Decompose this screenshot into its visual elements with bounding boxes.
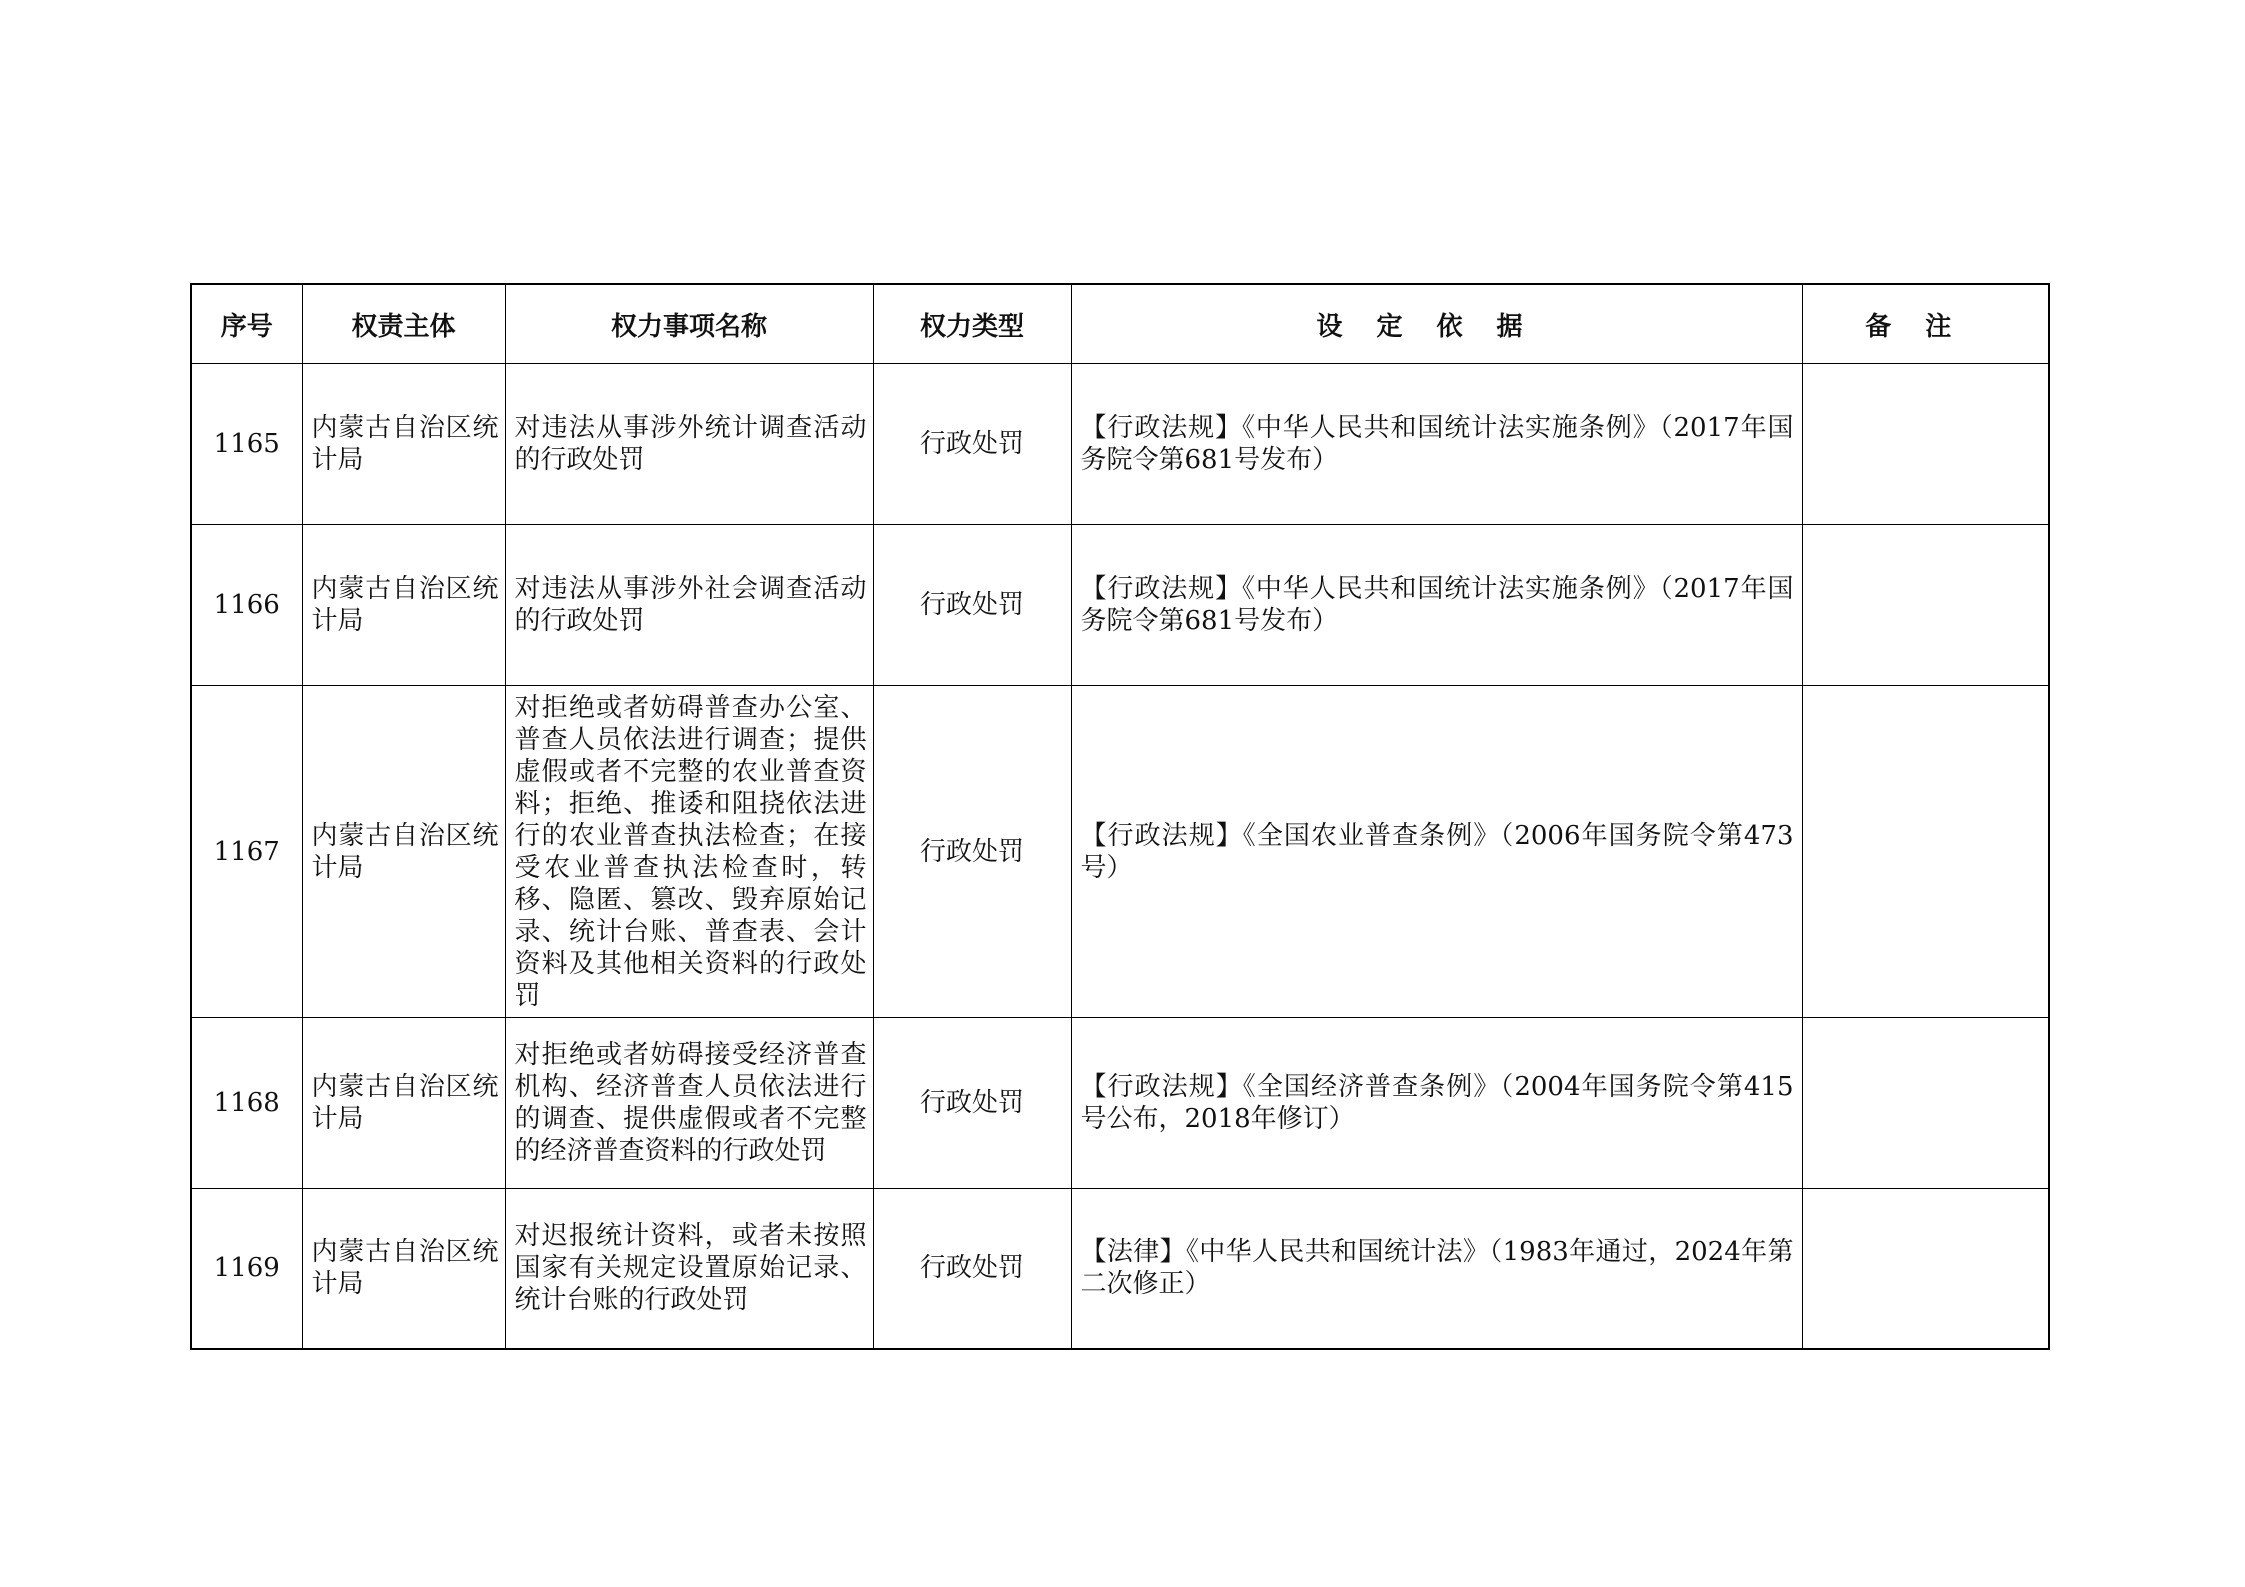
row-name: 对迟报统计资料，或者未按照国家有关规定设置原始记录、统计台账的行政处罚	[505, 1189, 873, 1349]
row-no: 1167	[191, 686, 302, 1018]
row-no: 1166	[191, 525, 302, 686]
row-type: 行政处罚	[873, 1189, 1071, 1349]
header-row	[191, 284, 2049, 364]
table-row	[191, 686, 2049, 1018]
row-subject: 内蒙古自治区统计局	[302, 525, 505, 686]
header-name: 权力事项名称	[505, 284, 873, 364]
header-basis: 设定依据	[1071, 284, 1802, 364]
row-remark	[1802, 364, 2049, 525]
header-subject: 权责主体	[302, 284, 505, 364]
row-no: 1168	[191, 1018, 302, 1189]
row-type: 行政处罚	[873, 686, 1071, 1018]
row-subject: 内蒙古自治区统计局	[302, 1018, 505, 1189]
row-no: 1165	[191, 364, 302, 525]
table-row	[191, 1189, 2049, 1349]
row-name: 对拒绝或者妨碍接受经济普查机构、经济普查人员依法进行的调查、提供虚假或者不完整的经济普查资料的行政处罚	[505, 1018, 873, 1189]
row-type: 行政处罚	[873, 364, 1071, 525]
row-basis: 【行政法规】《全国农业普查条例》（2006年国务院令第473号）	[1071, 686, 1802, 1018]
row-remark	[1802, 525, 2049, 686]
row-basis: 【行政法规】《中华人民共和国统计法实施条例》（2017年国务院令第681号发布）	[1071, 525, 1802, 686]
row-remark	[1802, 1189, 2049, 1349]
row-no: 1169	[191, 1189, 302, 1349]
row-type: 行政处罚	[873, 525, 1071, 686]
row-type: 行政处罚	[873, 1018, 1071, 1189]
row-name: 对拒绝或者妨碍普查办公室、普查人员依法进行调查；提供虚假或者不完整的农业普查资料；拒绝、推诿和阻挠依法进行的农业普查执法检查；在接受农业普查执法检查时，转移、隐匿、篡改、毁弃原始记录、统计台账、普查表、会计资料及其他相关资料的行政处罚	[505, 686, 873, 1018]
table-row	[191, 364, 2049, 525]
header-type: 权力类型	[873, 284, 1071, 364]
power-list-table	[190, 283, 2050, 1350]
row-subject: 内蒙古自治区统计局	[302, 364, 505, 525]
row-basis: 【行政法规】《全国经济普查条例》（2004年国务院令第415号公布，2018年修订）	[1071, 1018, 1802, 1189]
table-row	[191, 525, 2049, 686]
row-name: 对违法从事涉外社会调查活动的行政处罚	[505, 525, 873, 686]
row-name: 对违法从事涉外统计调查活动的行政处罚	[505, 364, 873, 525]
row-basis: 【行政法规】《中华人民共和国统计法实施条例》（2017年国务院令第681号发布）	[1071, 364, 1802, 525]
row-subject: 内蒙古自治区统计局	[302, 686, 505, 1018]
header-remark: 备注	[1802, 284, 2049, 364]
row-remark	[1802, 686, 2049, 1018]
row-subject: 内蒙古自治区统计局	[302, 1189, 505, 1349]
table-row	[191, 1018, 2049, 1189]
row-remark	[1802, 1018, 2049, 1189]
header-no: 序号	[191, 284, 302, 364]
row-basis: 【法律】《中华人民共和国统计法》（1983年通过，2024年第二次修正）	[1071, 1189, 1802, 1349]
